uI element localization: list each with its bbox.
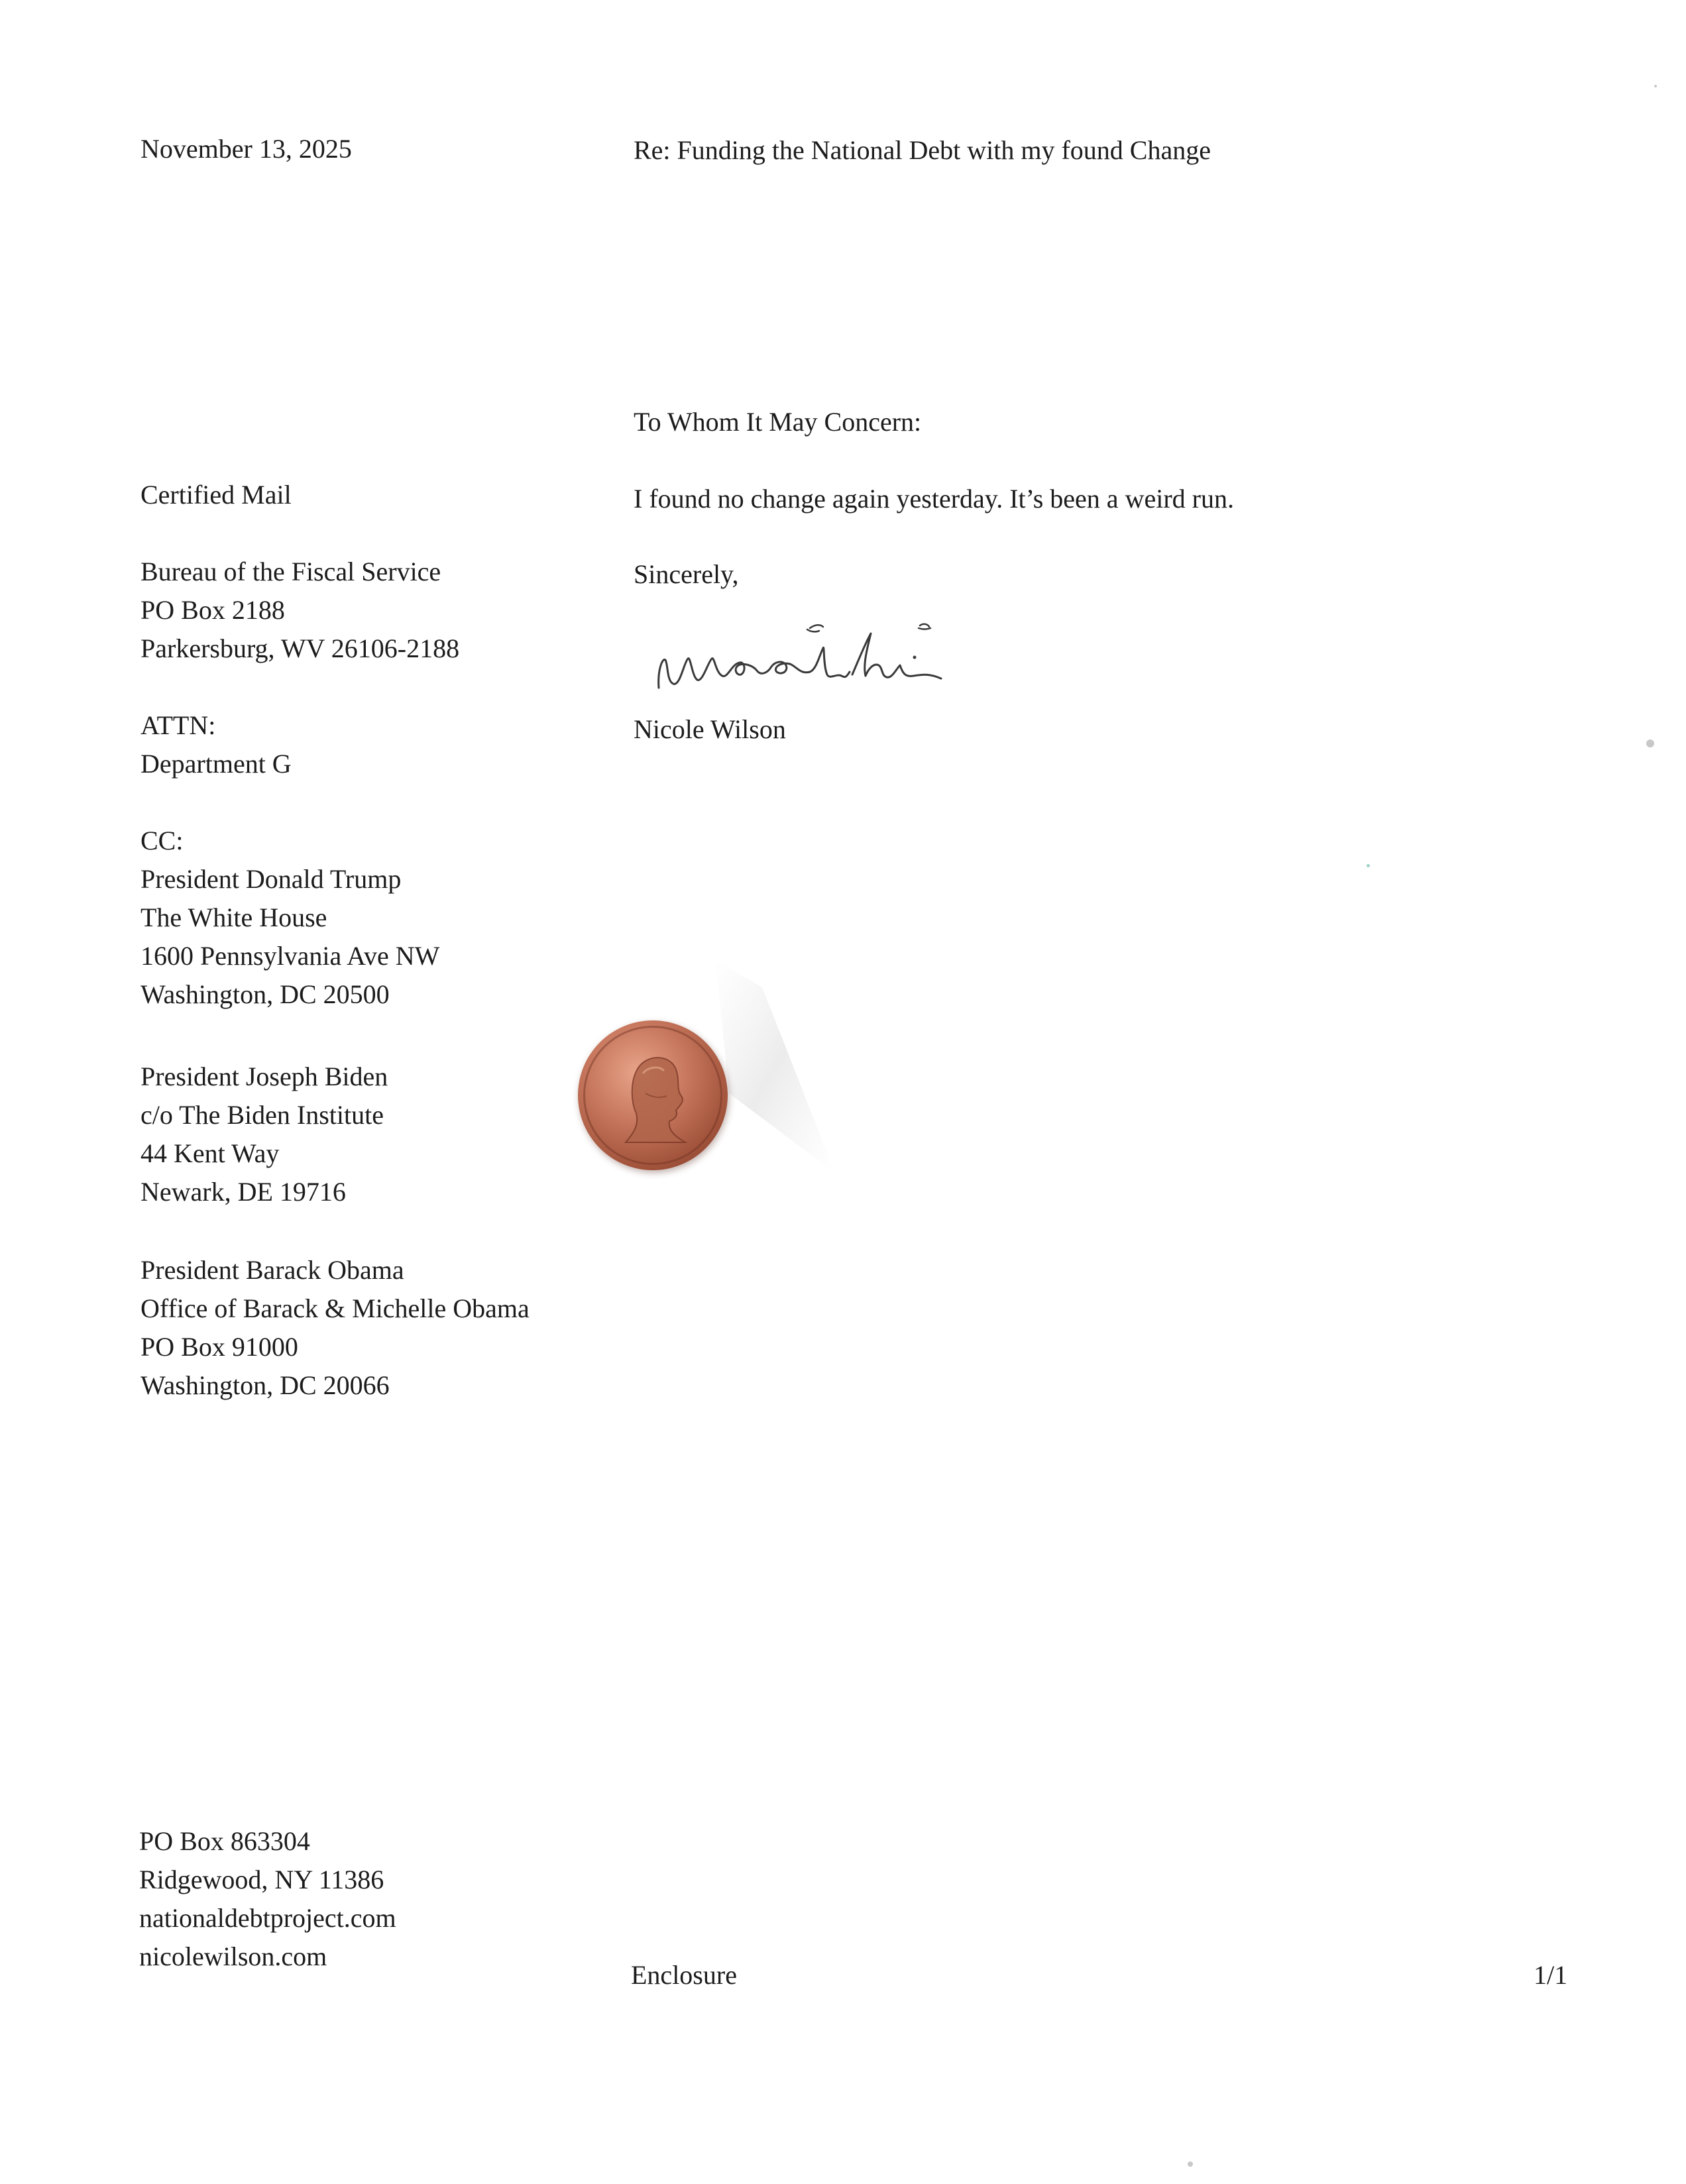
subject-text: Re: Funding the National Debt with my found Change <box>634 135 1211 165</box>
attn-label: ATTN: <box>140 710 216 740</box>
footer-line1: PO Box 863304 <box>139 1826 310 1856</box>
page-number <box>1534 1956 1567 1994</box>
lincoln-bust-icon <box>612 1047 699 1146</box>
page-number-text: 1/1 <box>1534 1960 1568 1990</box>
body-paragraph: I found no change again yesterday. It’s been a weird run. <box>634 484 1234 514</box>
cc-name: President Joseph Biden <box>140 1062 388 1091</box>
scan-speck <box>1654 85 1657 87</box>
date-text: November 13, 2025 <box>140 134 352 164</box>
cc-line2: 44 Kent Way <box>140 1138 280 1168</box>
recipient-line2: Parkersburg, WV 26106-2188 <box>140 633 460 663</box>
cc-line3: Washington, DC 20500 <box>140 979 390 1009</box>
mailing-method <box>140 476 292 514</box>
cc-name: President Donald Trump <box>140 864 402 894</box>
letter-closing <box>634 555 738 594</box>
signature-icon <box>653 610 972 709</box>
cc-line2: 1600 Pennsylvania Ave NW <box>140 941 440 971</box>
closing-text: Sincerely, <box>634 559 739 589</box>
signer-name <box>634 710 786 749</box>
footer-website2: nicolewilson.com <box>139 1941 327 1971</box>
cc-block-obama <box>140 1251 530 1405</box>
recipient-address <box>140 553 459 668</box>
scan-speck <box>1188 2161 1193 2167</box>
cc-line1: The White House <box>140 902 327 932</box>
letter-subject <box>634 131 1211 170</box>
scan-speck <box>1646 739 1654 747</box>
recipient-line1: PO Box 2188 <box>140 595 285 625</box>
cc-block-trump <box>140 822 439 1014</box>
tape-shadow <box>702 961 835 1173</box>
cc-label: CC: <box>140 826 184 855</box>
letter-body <box>634 480 1234 518</box>
salutation-text: To Whom It May Concern: <box>634 407 922 437</box>
penny-coin-icon <box>578 1020 728 1170</box>
cc-line3: Washington, DC 20066 <box>140 1370 390 1400</box>
attention-block <box>140 706 292 783</box>
enclosure-label <box>631 1956 737 1994</box>
return-address <box>139 1822 396 1976</box>
cc-line1: Office of Barack & Michelle Obama <box>140 1293 530 1323</box>
footer-website1: nationaldebtproject.com <box>139 1903 396 1933</box>
mailing-method-text: Certified Mail <box>140 480 292 510</box>
cc-block-biden <box>140 1058 388 1211</box>
cc-line2: PO Box 91000 <box>140 1332 298 1362</box>
signer-name-text: Nicole Wilson <box>634 714 786 744</box>
recipient-name: Bureau of the Fiscal Service <box>140 557 441 586</box>
cc-line1: c/o The Biden Institute <box>140 1100 384 1130</box>
letter-date <box>140 130 352 168</box>
letter-salutation <box>634 403 921 441</box>
enclosure-text: Enclosure <box>631 1960 737 1990</box>
scan-speck <box>1367 864 1370 867</box>
footer-line2: Ridgewood, NY 11386 <box>139 1865 384 1894</box>
attn-department: Department G <box>140 749 292 779</box>
cc-name: President Barack Obama <box>140 1255 404 1285</box>
cc-line3: Newark, DE 19716 <box>140 1177 346 1207</box>
